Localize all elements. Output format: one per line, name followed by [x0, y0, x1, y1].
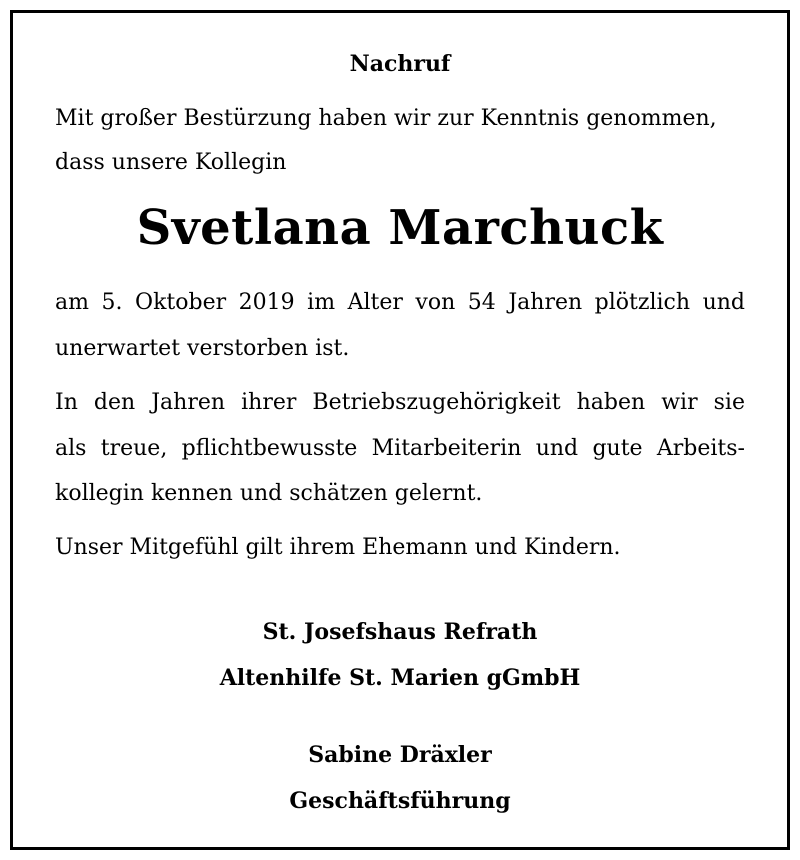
- condolence-line: Unser Mitgefühl gilt ihrem Ehemann und Kindern.: [55, 535, 621, 560]
- obituary-notice: [10, 10, 790, 850]
- death-line-1: am 5. Oktober 2019 im Alter von 54 Jahren plötzlich und: [55, 290, 745, 315]
- notice-heading: Nachruf: [349, 51, 451, 77]
- intro-line-1: Mit großer Bestürzung haben wir zur Kenntnis genommen,: [55, 106, 717, 131]
- death-line-2: unerwartet verstorben ist.: [55, 336, 350, 361]
- organization-name: St. Josefshaus Refrath: [262, 619, 538, 645]
- signatory-name: Sabine Dräxler: [308, 742, 492, 768]
- organization-subtitle: Altenhilfe St. Marien gGmbH: [219, 665, 581, 691]
- intro-line-2: dass unsere Kollegin: [55, 150, 287, 175]
- tribute-line-2: als treue, pflichtbewusste Mitarbeiterin und gute Arbeits-: [55, 436, 745, 461]
- deceased-name: Svetlana Marchuck: [136, 200, 664, 256]
- signatory-title: Geschäftsführung: [289, 788, 511, 814]
- tribute-line-3: kollegin kennen und schätzen gelernt.: [55, 481, 483, 506]
- tribute-line-1: In den Jahren ihrer Betriebszugehörigkeit haben wir sie: [55, 390, 745, 415]
